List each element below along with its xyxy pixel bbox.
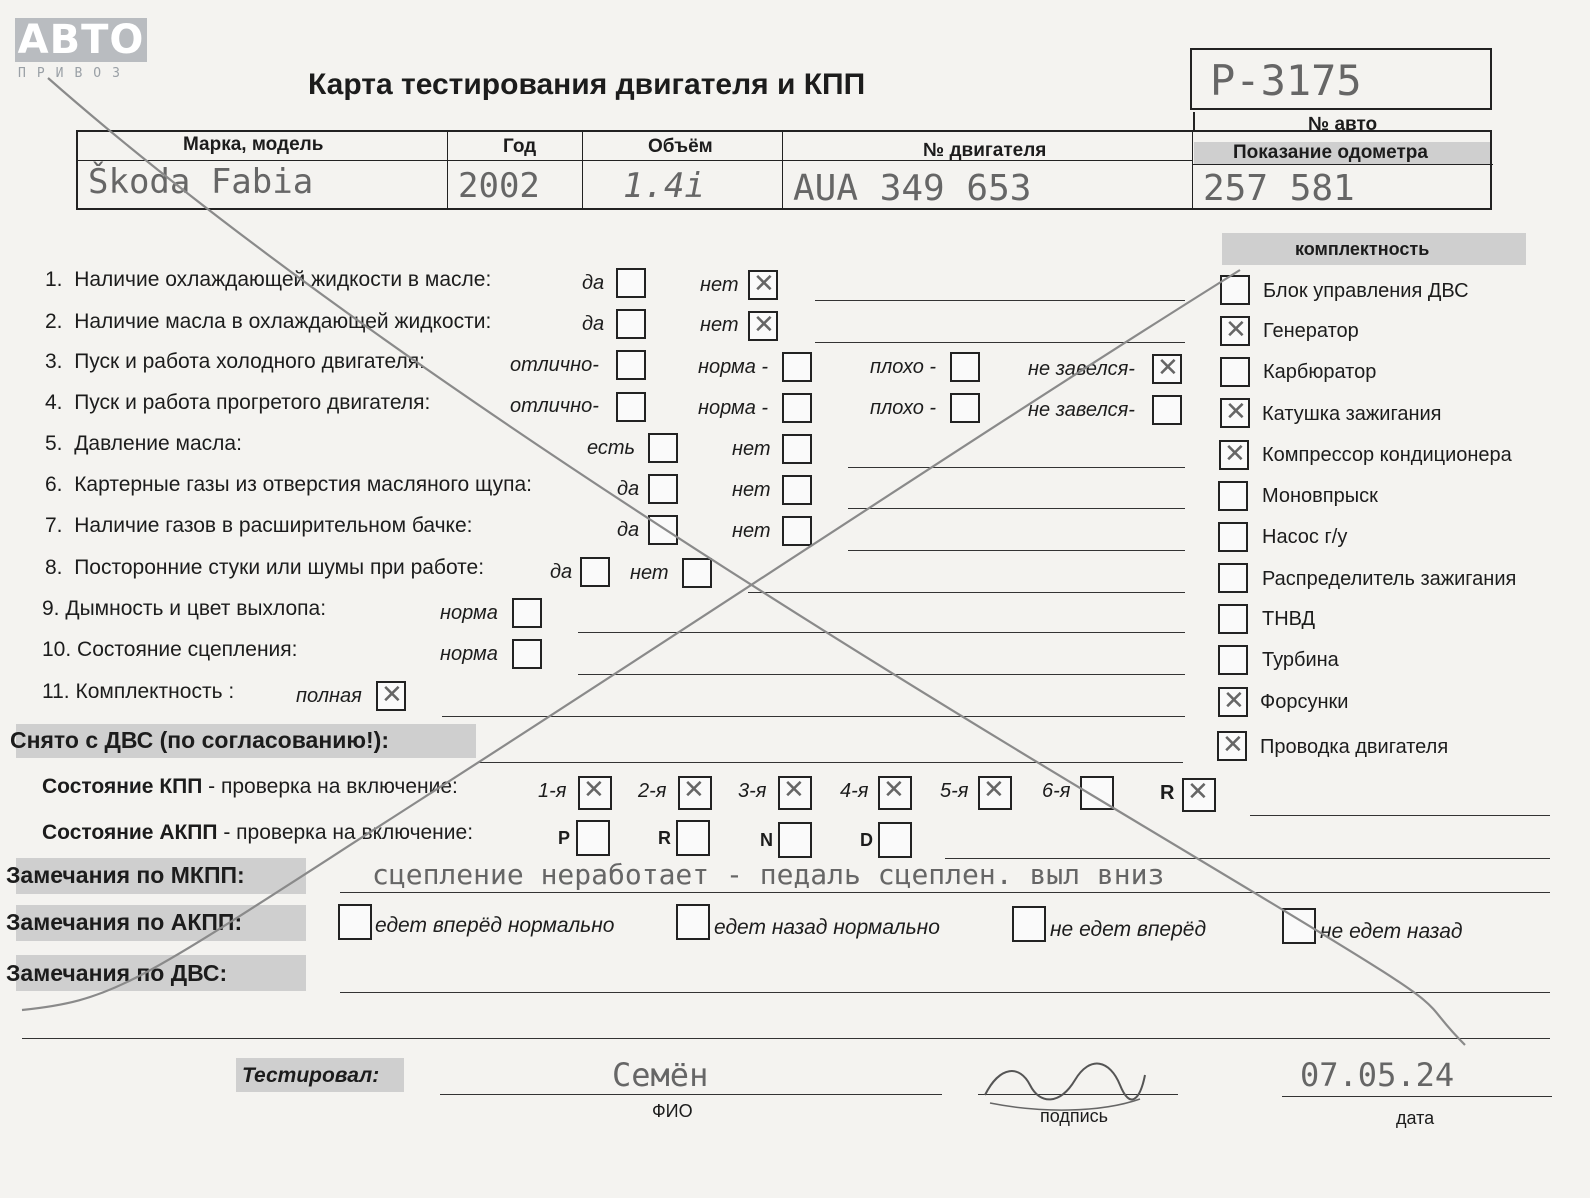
item-5-no-checkbox[interactable] (782, 434, 812, 464)
akpp-no-forward-label: не едет вперёд (1050, 918, 1207, 941)
item-4-opt-bad: плохо - (870, 397, 937, 419)
item-3-normal-checkbox[interactable] (782, 352, 812, 382)
item-2-yes-checkbox[interactable] (616, 309, 646, 339)
item-11-opt-full: полная (296, 685, 362, 707)
akpp-forward-ok-label: едет вперёд нормально (375, 914, 615, 937)
sign-label: подпись (1040, 1106, 1109, 1126)
item-2-no-checkbox[interactable] (748, 311, 778, 341)
item-2-opt-no: нет (700, 314, 739, 336)
gear-1-label: 1-я (538, 780, 567, 802)
item-1-label: 1. Наличие охлаждающей жидкости в масле: (45, 268, 492, 291)
gear-6-checkbox[interactable] (1080, 776, 1114, 810)
doc-code-box (1190, 48, 1492, 110)
kit-ac-compressor-checkbox[interactable] (1219, 440, 1249, 470)
kpp-label: Состояние КПП - проверка на включение: (42, 775, 458, 798)
item-3-opt-normal: норма - (698, 356, 769, 378)
kit-ps-pump-label: Насос г/у (1262, 526, 1348, 548)
item-2-label: 2. Наличие масла в охлаждающей жидкости: (45, 310, 492, 333)
gear-4-checkbox[interactable] (878, 776, 912, 810)
akpp-no-forward-checkbox[interactable] (1012, 906, 1046, 942)
item-6-no-checkbox[interactable] (782, 475, 812, 505)
remarks-akpp-label: Замечания по АКПП: (6, 909, 243, 935)
gear-r-checkbox[interactable] (1182, 778, 1216, 812)
remarks-mkpp-text[interactable]: сцепление неработает - педаль сцеплен. выл вниз (372, 858, 1165, 891)
kit-distributor-label: Распределитель зажигания (1262, 568, 1517, 590)
mode-p-checkbox[interactable] (576, 820, 610, 856)
item-3-label: 3. Пуск и работа холодного двигателя: (45, 350, 425, 373)
gear-1-checkbox[interactable] (578, 776, 612, 810)
kit-ecu-label: Блок управления ДВС (1263, 280, 1469, 302)
item-2-opt-yes: да (582, 313, 605, 335)
gear-5-label: 5-я (940, 780, 969, 802)
kit-carburetor-label: Карбюратор (1263, 361, 1377, 383)
akpp-label: Состояние АКПП - проверка на включение: (42, 821, 474, 844)
mode-p-label: P (558, 828, 571, 848)
value-year: 2002 (458, 166, 540, 206)
item-4-label: 4. Пуск и работа прогретого двигателя: (45, 391, 431, 414)
value-volume: 1.4i (623, 166, 705, 206)
akpp-no-backward-checkbox[interactable] (1282, 908, 1316, 944)
item-5-yes-checkbox[interactable] (648, 433, 678, 463)
kit-injectors-label: Форсунки (1260, 691, 1349, 713)
col-model: Марка, модель (183, 134, 324, 155)
item-6-opt-no: нет (732, 479, 771, 501)
item-4-bad-checkbox[interactable] (950, 393, 980, 423)
fio-value[interactable]: Семён (612, 1056, 709, 1094)
kit-monoinjection-checkbox[interactable] (1218, 481, 1248, 511)
mode-d-label: D (860, 830, 873, 850)
kit-turbo-label: Турбина (1262, 649, 1339, 671)
gear-4-label: 4-я (840, 780, 869, 802)
item-1-opt-no: нет (700, 274, 739, 296)
item-3-excellent-checkbox[interactable] (616, 350, 646, 380)
item-7-label: 7. Наличие газов в расширительном бачке: (45, 514, 473, 537)
akpp-backward-ok-checkbox[interactable] (676, 904, 710, 940)
item-1-yes-checkbox[interactable] (616, 268, 646, 298)
item-3-opt-nostart: не завелся- (1028, 358, 1135, 380)
kit-title: комплектность (1295, 239, 1430, 259)
col-year: Год (503, 136, 537, 157)
value-odometer: 257 581 (1203, 168, 1355, 209)
gear-5-checkbox[interactable] (978, 776, 1012, 810)
remarks-dvs-label: Замечания по ДВС: (6, 960, 228, 986)
mode-n-label: N (760, 830, 773, 850)
item-6-opt-yes: да (617, 478, 640, 500)
date-value[interactable]: 07.05.24 (1300, 1056, 1455, 1094)
doc-code: P-3175 (1210, 56, 1362, 105)
item-8-opt-yes: да (550, 561, 573, 583)
col-volume: Объём (648, 136, 713, 157)
akpp-no-backward-label: не едет назад (1320, 920, 1463, 943)
item-4-opt-normal: норма - (698, 397, 769, 419)
item-4-excellent-checkbox[interactable] (616, 392, 646, 422)
gear-3-label: 3-я (738, 780, 767, 802)
kit-turbo-checkbox[interactable] (1218, 645, 1248, 675)
item-3-opt-excellent: отлично- (510, 354, 599, 376)
removed-label: Снято с ДВС (по согласованию!): (10, 727, 389, 753)
item-10-normal-checkbox[interactable] (512, 639, 542, 669)
kit-coil-label: Катушка зажигания (1262, 403, 1442, 425)
gear-2-checkbox[interactable] (678, 776, 712, 810)
tested-label: Тестировал: (242, 1064, 380, 1087)
item-8-opt-no: нет (630, 562, 669, 584)
item-9-normal-checkbox[interactable] (512, 598, 542, 628)
item-10-label: 10. Состояние сцепления: (42, 638, 298, 661)
brand-logo-subtitle: ПРИВОЗ (18, 66, 131, 81)
item-7-opt-no: нет (732, 520, 771, 542)
item-11-full-checkbox[interactable] (376, 681, 406, 711)
date-label: дата (1396, 1108, 1435, 1128)
mode-r-label: R (658, 828, 671, 848)
mode-n-checkbox[interactable] (778, 822, 812, 858)
item-4-opt-excellent: отлично- (510, 395, 599, 417)
akpp-backward-ok-label: едет назад нормально (714, 916, 940, 939)
brand-logo: АВТО (15, 18, 147, 62)
item-3-opt-bad: плохо - (870, 356, 937, 378)
item-9-opt-normal: норма (440, 602, 498, 624)
kit-ps-pump-checkbox[interactable] (1218, 522, 1248, 552)
col-car-no: № авто (1308, 114, 1378, 135)
gear-r-label: R (1160, 782, 1175, 804)
item-7-yes-checkbox[interactable] (648, 515, 678, 545)
kit-generator-label: Генератор (1263, 320, 1359, 342)
fio-label: ФИО (652, 1101, 693, 1121)
akpp-forward-ok-checkbox[interactable] (338, 904, 372, 940)
item-5-opt-no: нет (732, 438, 771, 460)
page-title: Карта тестирования двигателя и КПП (308, 68, 866, 101)
gear-2-label: 2-я (638, 780, 667, 802)
kit-generator-checkbox[interactable] (1220, 316, 1250, 346)
item-9-label: 9. Дымность и цвет выхлопа: (42, 597, 327, 620)
item-4-nostart-checkbox[interactable] (1152, 395, 1182, 425)
kit-injection-pump-label: ТНВД (1262, 608, 1316, 630)
kit-monoinjection-label: Моновпрыск (1262, 485, 1378, 507)
value-engine: AUA 349 653 (793, 168, 1032, 209)
item-11-label: 11. Комплектность : (42, 680, 235, 703)
item-3-bad-checkbox[interactable] (950, 352, 980, 382)
item-5-opt-yes: есть (587, 437, 636, 459)
item-7-no-checkbox[interactable] (782, 516, 812, 546)
item-7-opt-yes: да (617, 519, 640, 541)
item-3-nostart-checkbox[interactable] (1152, 354, 1182, 384)
item-1-no-checkbox[interactable] (748, 270, 778, 300)
kit-wiring-label: Проводка двигателя (1260, 736, 1449, 758)
kit-ecu-checkbox[interactable] (1220, 275, 1250, 305)
mode-d-checkbox[interactable] (878, 822, 912, 858)
kit-wiring-checkbox[interactable] (1217, 731, 1247, 761)
item-6-yes-checkbox[interactable] (648, 474, 678, 504)
item-8-no-checkbox[interactable] (682, 558, 712, 588)
kit-distributor-checkbox[interactable] (1218, 563, 1248, 593)
col-odometer: Показание одометра (1233, 142, 1428, 163)
item-10-opt-normal: норма (440, 643, 498, 665)
kit-carburetor-checkbox[interactable] (1220, 357, 1250, 387)
item-6-label: 6. Картерные газы из отверстия масляного щупа: (45, 473, 532, 496)
item-8-label: 8. Посторонние стуки или шумы при работе: (45, 556, 485, 579)
item-8-yes-checkbox[interactable] (580, 557, 610, 587)
kit-ac-compressor-label: Компрессор кондиционера (1262, 444, 1512, 466)
item-1-opt-yes: да (582, 272, 605, 294)
item-4-opt-nostart: не завелся- (1028, 399, 1135, 421)
mode-r-checkbox[interactable] (676, 820, 710, 856)
gear-3-checkbox[interactable] (778, 776, 812, 810)
item-5-label: 5. Давление масла: (45, 432, 242, 455)
kit-injectors-checkbox[interactable] (1218, 687, 1248, 717)
gear-6-label: 6-я (1042, 780, 1071, 802)
item-4-normal-checkbox[interactable] (782, 393, 812, 423)
remarks-mkpp-label: Замечания по МКПП: (6, 862, 245, 888)
kit-injection-pump-checkbox[interactable] (1218, 604, 1248, 634)
kit-coil-checkbox[interactable] (1220, 398, 1250, 428)
col-engine-no: № двигателя (923, 140, 1047, 161)
vehicle-header-table (76, 114, 1492, 210)
value-model: Škoda Fabia (88, 162, 314, 202)
